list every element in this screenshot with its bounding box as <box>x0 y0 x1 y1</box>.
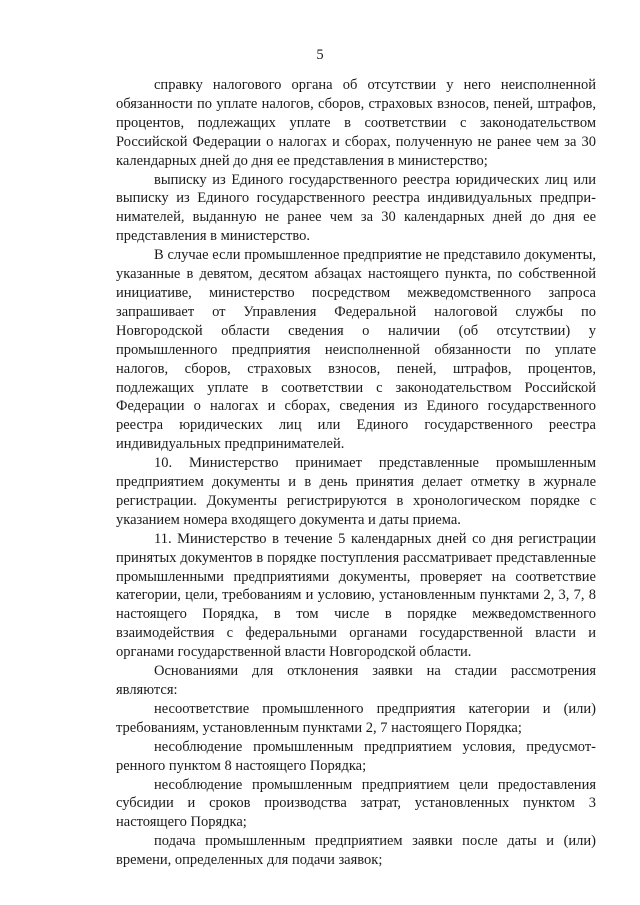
paragraph: выписку из Единого государственного реестра юридических лиц или выписку из Единого государственного реестра индивидуальных предпринимателей, выданную не ранее чем за 30 календарных дней до дня ее представления в министерство. <box>116 171 596 245</box>
paragraph: справку налогового органа об отсутствии у него неисполненной обязанности по уплате налогов, сборов, страховых взносов, пеней, штрафов, процентов, подлежащих уплате в соответствии с законодательством Российской Федерации о налогах и сборах, полученную не ранее чем за 30 календарных дней до дня ее представления в министерство; <box>116 77 596 169</box>
page-number: 5 <box>316 47 324 63</box>
paragraph: 11. Министерство в течение 5 календарных дней со дня регистрации принятых документов в порядке поступления рассматривает представленные промышленными предприятиями документы, проверяет на соответствие категории, цели, требованиям и условию, установленным пунктами 2, 3, 7, 8 настоящего Порядка, в том числе в порядке межведомственного взаимодействия с федеральными органами государственной власти и органами государственной власти Новгородской области. <box>116 530 596 661</box>
paragraph: В случае если промышленное предприятие не представило документы, указанные в девятом, десятом абзацах настоящего пункта, по собственной инициативе, министерство посредством межведомственного запроса запрашивает от Управления Федеральной налоговой службы по Новгородской области сведения о наличии (об отсутствии) у промышленного предприятия неисполненной обязанности по уплате налогов, сборов, страховых взносов, пеней, штрафов, процентов, подлежащих уплате в соответствии с законодательством Российской Федерации о налогах и сборах, сведения из Единого государственного реестра юридических лиц или Единого государственного реестра индивидуальных предпринимателей. <box>116 247 596 453</box>
paragraph: Основаниями для отклонения заявки на стадии рассмотрения являются: <box>116 663 596 698</box>
paragraph: 10. Министерство принимает представленные промышленным предприятием документы и в день принятия делает отметку в журнале регистрации. Документы регистрируются в хронологическом порядке с указанием номера входящего документа и даты приема. <box>116 455 596 528</box>
document-body <box>116 76 596 870</box>
paragraph: подача промышленным предприятием заявки после даты и (или) времени, определенных для подачи заявок; <box>116 833 596 869</box>
paragraph: несоблюдение промышленным предприятием условия, предусмотренного пунктом 8 настоящего Порядка; <box>116 738 596 774</box>
paragraph: несоблюдение промышленным предприятием цели предоставления субсидии и сроков производства затрат, установленных пунктом 3 настоящего Порядка; <box>116 776 596 831</box>
paragraph: несоответствие промышленного предприятия категории и (или) требованиям, установленным пунктами 2, 7 настоящего Порядка; <box>116 700 596 736</box>
